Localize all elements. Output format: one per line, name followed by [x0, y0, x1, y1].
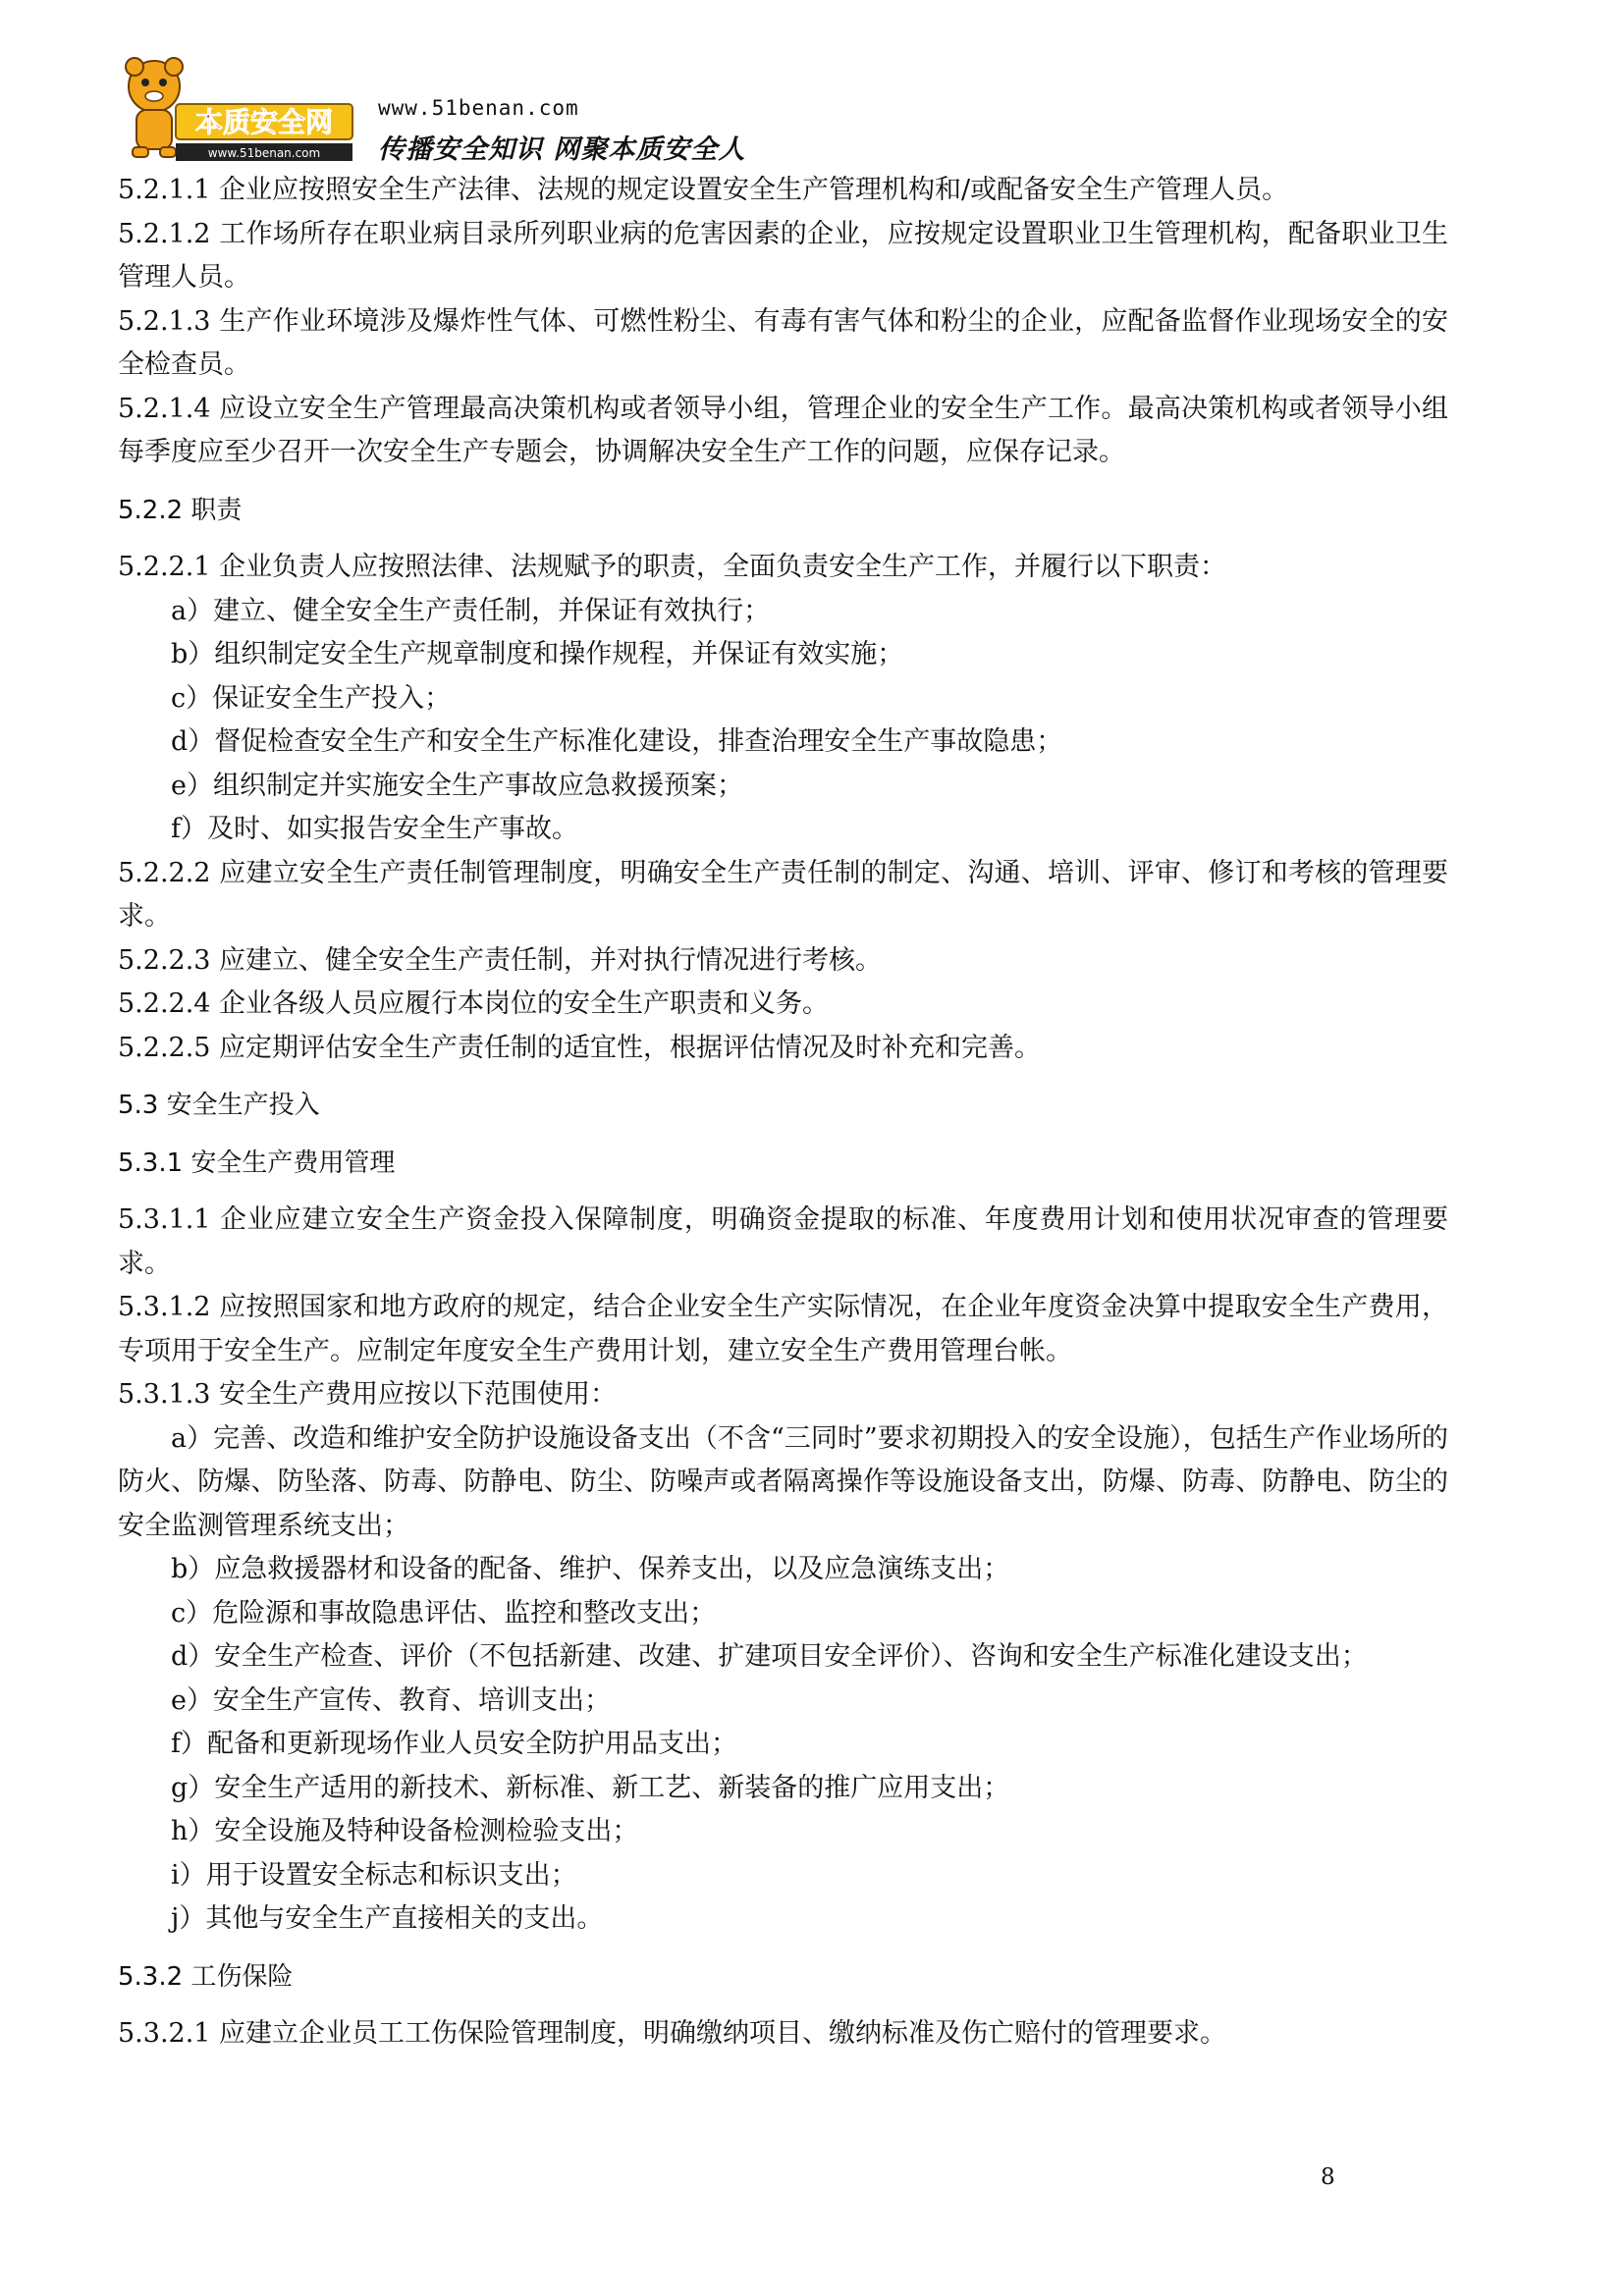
- svg-text:www.51benan.com: www.51benan.com: [207, 146, 321, 160]
- svg-text:本质安全网: 本质安全网: [194, 106, 334, 138]
- section-heading-5-3: 5.3 安全生产投入: [118, 1091, 320, 1120]
- duty-item: c）保证安全生产投入；: [171, 682, 452, 714]
- clause-5-2-2-3: 5.2.2.3 应建立、健全安全生产责任制，并对执行情况进行考核。: [118, 944, 883, 976]
- duty-item: d）督促检查安全生产和安全生产标准化建设，排查治理安全生产事故隐患；: [171, 726, 1063, 757]
- clause-5-2-1-1: 5.2.1.1 企业应按照安全生产法律、法规的规定设置安全生产管理机构和/或配备安全生产管理人员。: [118, 175, 1289, 205]
- section-heading-5-3-1: 5.3.1 安全生产费用管理: [118, 1148, 396, 1178]
- use-item: j）其他与安全生产直接相关的支出。: [171, 1903, 604, 1934]
- logo-graphic: [115, 57, 355, 165]
- clause-5-2-2-1: 5.2.2.1 企业负责人应按照法律、法规赋予的职责，全面负责安全生产工作，并履行以下职责：: [118, 552, 1227, 582]
- section-heading-5-3-2: 5.3.2 工伤保险: [118, 1961, 294, 1992]
- clause-5-2-2-4: 5.2.2.4 企业各级人员应履行本岗位的安全生产职责和义务。: [118, 988, 830, 1019]
- clause-5-3-2-1: 5.3.2.1 应建立企业员工工伤保险管理制度，明确缴纳项目、缴纳标准及伤亡赔付的管理要求。: [118, 2018, 1227, 2049]
- duty-item: b）组织制定安全生产规章制度和操作规程，并保证有效实施；: [171, 639, 904, 669]
- site-url[interactable]: www.51benan.com: [378, 96, 579, 120]
- clause-5-2-1-2: 5.2.1.2 工作场所存在职业病目录所列职业病的危害因素的企业，应按规定设置职业卫生管理机构，配备职业卫生管理人员。: [118, 218, 1448, 293]
- clause-5-2-2-2: 5.2.2.2 应建立安全生产责任制管理制度，明确安全生产责任制的制定、沟通、培训、评审、修订和考核的管理要求。: [118, 857, 1448, 932]
- use-item: b）应急救援器材和设备的配备、维护、保养支出，以及应急演练支出；: [171, 1554, 1010, 1584]
- clause-5-2-1-4: 5.2.1.4 应设立安全生产管理最高决策机构或者领导小组，管理企业的安全生产工作。最高决策机构或者领导小组每季度应至少召开一次安全生产专题会，协调解决安全生产工作的问题，应保存记录。: [118, 393, 1448, 467]
- duty-item: e）组织制定并实施安全生产事故应急救援预案；: [171, 770, 743, 801]
- use-item: g）安全生产适用的新技术、新标准、新工艺、新装备的推广应用支出；: [171, 1772, 1010, 1803]
- use-item: f）配备和更新现场作业人员安全防护用品支出；: [171, 1729, 737, 1759]
- use-item: i）用于设置安全标志和标识支出；: [171, 1859, 577, 1891]
- site-logo[interactable]: [115, 57, 355, 165]
- use-item: a）完善、改造和维护安全防护设施设备支出（不含“三同时”要求初期投入的安全设施），包括生产作业场所的防火、防爆、防坠落、防毒、防静电、防尘、防噪声或者隔离操作等设施设备支出，防爆、防毒、防静电、防尘的安全监测管理系统支出；: [118, 1422, 1448, 1541]
- use-item: c）危险源和事故隐患评估、监控和整改支出；: [171, 1597, 717, 1629]
- clause-5-3-1-3: 5.3.1.3 安全生产费用应按以下范围使用：: [118, 1379, 618, 1410]
- use-item: h）安全设施及特种设备检测检验支出；: [171, 1816, 639, 1846]
- site-slogan: 传播安全知识 网聚本质安全人: [378, 134, 746, 165]
- page-number: 8: [1321, 2164, 1335, 2190]
- document-body: [118, 169, 1448, 2056]
- use-item: d）安全生产检查、评价（不包括新建、改建、扩建项目安全评价）、咨询和安全生产标准化建设支出；: [171, 1641, 1368, 1672]
- clause-5-3-1-2: 5.3.1.2 应按照国家和地方政府的规定，结合企业安全生产实际情况，在企业年度资金决算中提取安全生产费用，专项用于安全生产。应制定年度安全生产费用计划，建立安全生产费用管理台帐。: [118, 1292, 1448, 1366]
- use-item: e）安全生产宣传、教育、培训支出；: [171, 1684, 611, 1716]
- clause-5-3-1-1: 5.3.1.1 企业应建立安全生产资金投入保障制度，明确资金提取的标准、年度费用计划和使用状况审查的管理要求。: [118, 1204, 1448, 1279]
- clause-5-2-1-3: 5.2.1.3 生产作业环境涉及爆炸性气体、可燃性粉尘、有毒有害气体和粉尘的企业，应配备监督作业现场安全的安全检查员。: [118, 305, 1448, 380]
- section-heading-5-2-2: 5.2.2 职责: [118, 495, 243, 525]
- duty-item: a）建立、健全安全生产责任制，并保证有效执行；: [171, 595, 771, 626]
- clause-5-2-2-5: 5.2.2.5 应定期评估安全生产责任制的适宜性，根据评估情况及时补充和完善。: [118, 1032, 1042, 1063]
- duty-item: f）及时、如实报告安全生产事故。: [171, 814, 578, 844]
